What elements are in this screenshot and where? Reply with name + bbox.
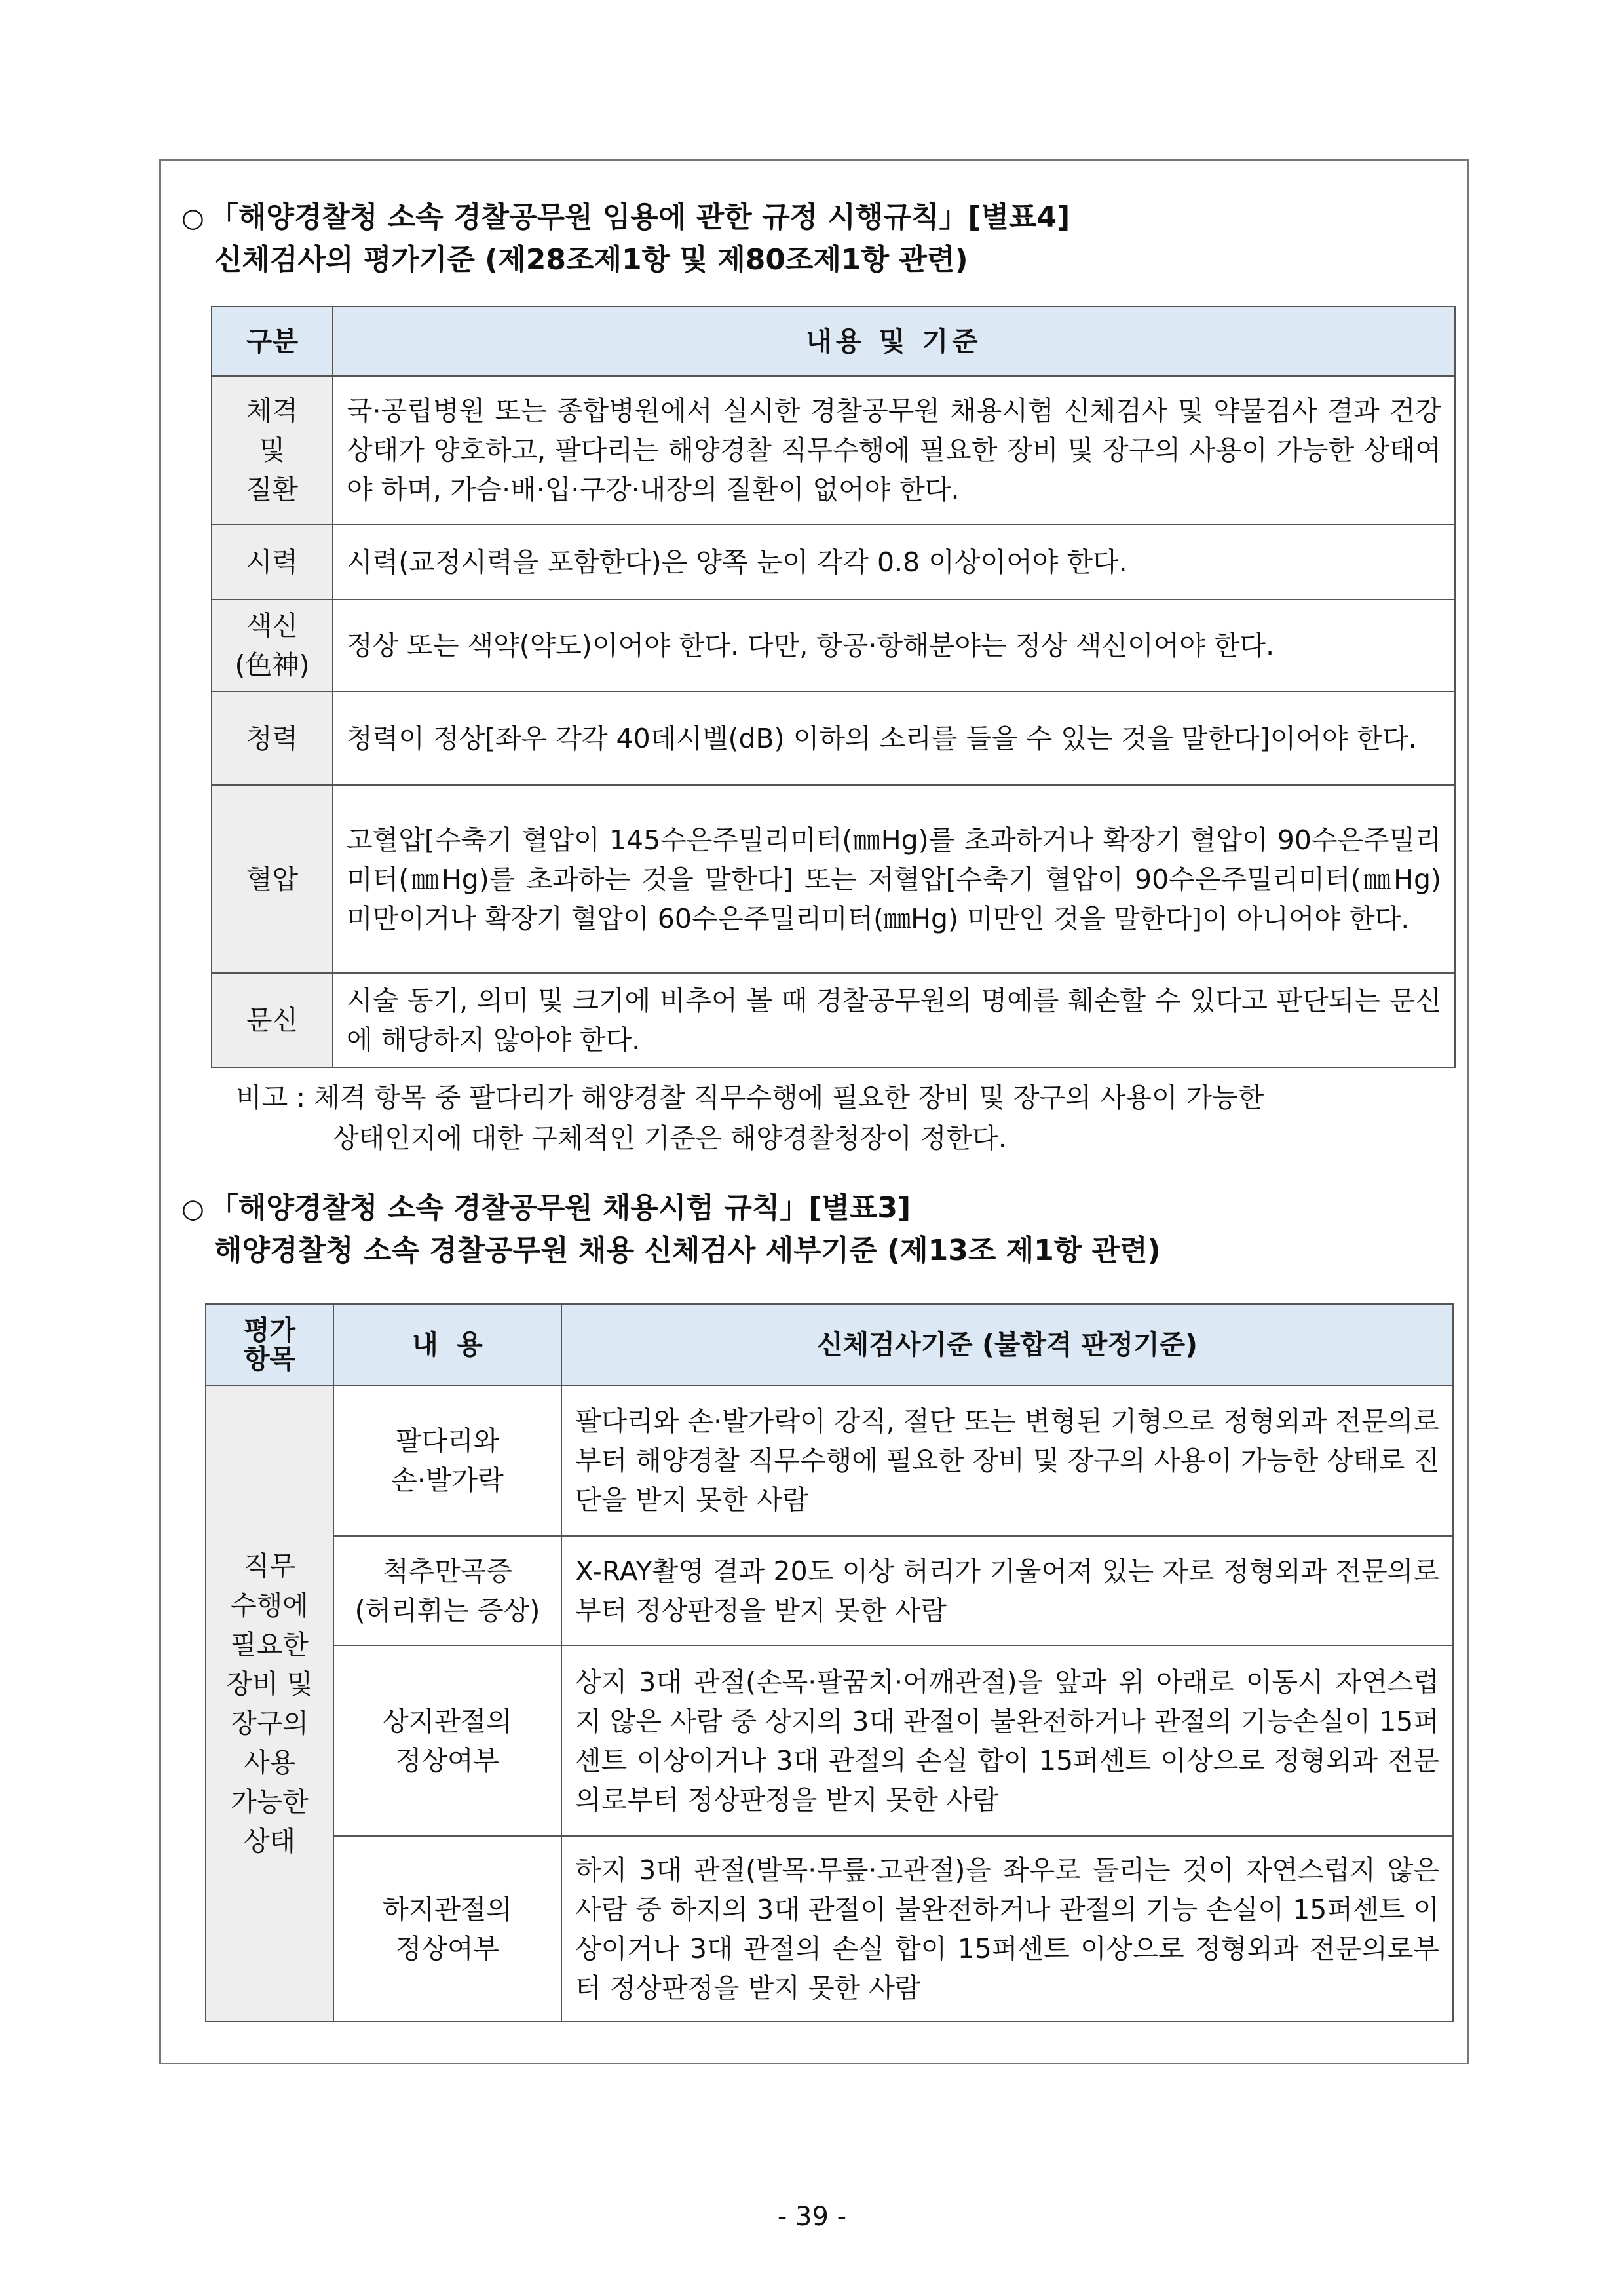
section1-title-line2: 신체검사의 평가기준 (제28조제1항 및 제80조제1항 관련) [214, 243, 968, 277]
row-category: 혈압 [212, 785, 333, 973]
table-row [206, 1385, 1453, 1536]
note-line2: 상태인지에 대한 구체적인 기준은 해양경찰청장이 정한다. [333, 1122, 1007, 1154]
header-evaluation-item: 평가 항목 [206, 1304, 333, 1385]
row-content: 시술 동기, 의미 및 크기에 비추어 볼 때 경찰공무원의 명예를 훼손할 수 있다고 판단되는 문신에 해당하지 않아야 한다. [333, 973, 1455, 1067]
row-criteria: 상지 3대 관절(손목·팔꿈치·어깨관절)을 앞과 위 아래로 이동시 자연스럽지 않은 사람 중 상지의 3대 관절이 불완전하거나 관절의 기능손실이 15퍼센트 이상이거나 3대 관절의 손실 합이 15퍼센트 이상으로 정형외과 전문의로부터 정상판정을 받지 못한 사람 [561, 1645, 1453, 1836]
row-content: 고혈압[수축기 혈압이 145수은주밀리미터(㎜Hg)를 초과하거나 확장기 혈압이 90수은주밀리미터(㎜Hg)를 초과하는 것을 말한다] 또는 저혈압[수축기 혈압이 90수은주밀리미터(㎜Hg) 미만이거나 확장기 혈압이 60수은주밀리미터(㎜Hg) 미만인 것을 말한다]이 아니어야 한다. [333, 785, 1455, 973]
row-criteria: X-RAY촬영 결과 20도 이상 허리가 기울어져 있는 자로 정형외과 전문의로부터 정상판정을 받지 못한 사람 [561, 1536, 1453, 1645]
row-item: 상지관절의 정상여부 [333, 1645, 561, 1836]
row-content: 청력이 정상[좌우 각각 40데시벨(dB) 이하의 소리를 들을 수 있는 것을 말한다]이어야 한다. [333, 691, 1455, 785]
table-row [206, 1836, 1453, 2021]
header-content: 내 용 [333, 1304, 561, 1385]
evaluation-criteria-table [211, 306, 1456, 1068]
row-item: 척추만곡증 (허리휘는 증상) [333, 1536, 561, 1645]
section2-title-line1: 「해양경찰청 소속 경찰공무원 채용시험 규칙」[별표3] [209, 1191, 911, 1225]
table-row [212, 524, 1455, 600]
row-item: 하지관절의 정상여부 [333, 1836, 561, 2021]
row-content: 시력(교정시력을 포함한다)은 양쪽 눈이 각각 0.8 이상이어야 한다. [333, 524, 1455, 600]
table-row [206, 1536, 1453, 1645]
bullet-ring-icon: ○ [181, 203, 204, 233]
row-category: 직무 수행에 필요한 장비 및 장구의 사용 가능한 상태 [206, 1385, 333, 2021]
page-number: - 39 - [777, 2202, 847, 2232]
section1-title-line1: 「해양경찰청 소속 경찰공무원 임용에 관한 규정 시행규칙」[별표4] [209, 201, 1070, 234]
bullet-ring-icon: ○ [181, 1194, 204, 1224]
row-category: 청력 [212, 691, 333, 785]
section2-title-line2: 해양경찰청 소속 경찰공무원 채용 신체검사 세부기준 (제13조 제1항 관련) [214, 1234, 1161, 1267]
section2-heading [181, 1187, 1161, 1272]
table-row [206, 1645, 1453, 1836]
table-row [212, 785, 1455, 973]
row-category: 색신 (色神) [212, 600, 333, 691]
row-category: 시력 [212, 524, 333, 600]
note-line1: 비고 : 체격 항목 중 팔다리가 해양경찰 직무수행에 필요한 장비 및 장구의 사용이 가능한 [236, 1082, 1264, 1113]
row-content: 국·공립병원 또는 종합병원에서 실시한 경찰공무원 채용시험 신체검사 및 약물검사 결과 건강상태가 양호하고, 팔다리는 해양경찰 직무수행에 필요한 장비 및 장구의 사용이 가능한 상태여야 하며, 가슴·배·입·구강·내장의 질환이 없어야 한다. [333, 376, 1455, 524]
table-row [212, 376, 1455, 524]
header-criteria: 신체검사기준 (불합격 판정기준) [561, 1304, 1453, 1385]
row-criteria: 팔다리와 손·발가락이 강직, 절단 또는 변형된 기형으로 정형외과 전문의로부터 해양경찰 직무수행에 필요한 장비 및 장구의 사용이 가능한 상태로 진단을 받지 못한 사람 [561, 1385, 1453, 1536]
row-criteria: 하지 3대 관절(발목·무릎·고관절)을 좌우로 돌리는 것이 자연스럽지 않은 사람 중 하지의 3대 관절이 불완전하거나 관절의 기능 손실이 15퍼센트 이상이거나 3대 관절의 손실 합이 15퍼센트 이상으로 정형외과 전문의로부터 정상판정을 받지 못한 사람 [561, 1836, 1453, 2021]
row-content: 정상 또는 색약(약도)이어야 한다. 다만, 항공·항해분야는 정상 색신이어야 한다. [333, 600, 1455, 691]
header-content: 내용 및 기준 [333, 307, 1455, 376]
header-category: 구분 [212, 307, 333, 376]
table-header-row [206, 1304, 1453, 1385]
table-note [236, 1077, 1454, 1158]
table-row [212, 600, 1455, 691]
table-row [212, 973, 1455, 1067]
row-item: 팔다리와 손·발가락 [333, 1385, 561, 1536]
table-row [212, 691, 1455, 785]
detailed-criteria-table [205, 1303, 1454, 2022]
table-header-row [212, 307, 1455, 376]
section1-heading [181, 197, 1070, 281]
row-category: 체격 및 질환 [212, 376, 333, 524]
row-category: 문신 [212, 973, 333, 1067]
